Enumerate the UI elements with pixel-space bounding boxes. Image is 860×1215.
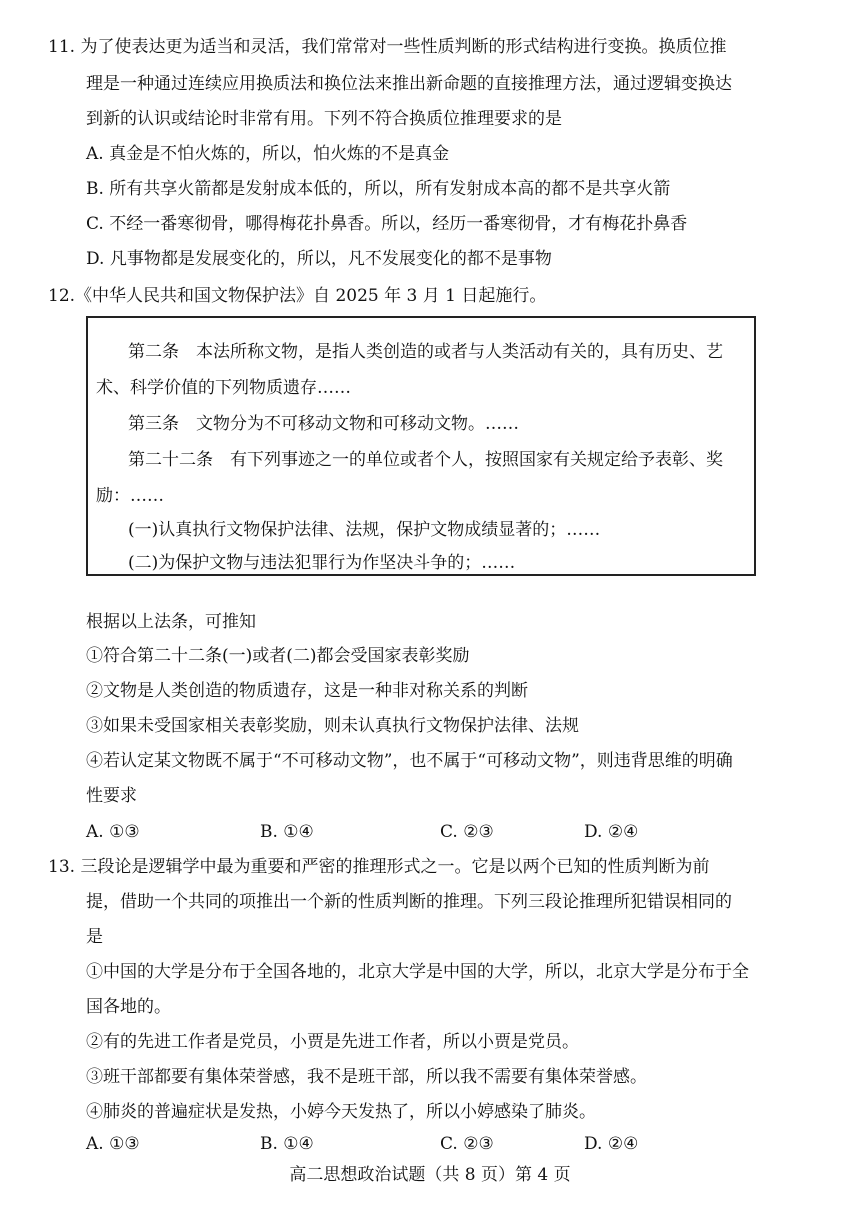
law-line-3: 第三条 文物分为不可移动文物和可移动文物。…… [128,414,519,434]
law-line-4: 第二十二条 有下列事迹之一的单位或者个人，按照国家有关规定给予表彰、奖 [128,450,723,470]
q13-item-3: ③班干部都要有集体荣誉感，我不是班干部，所以我不需要有集体荣誉感。 [86,1067,647,1087]
q12-item-1: ①符合第二十二条(一)或者(二)都会受国家表彰奖励 [86,646,470,666]
q12-choice-a: A. ①③ [86,822,140,842]
q12-choice-c: C. ②③ [440,822,494,842]
q12-choice-d: D. ②④ [584,822,639,842]
q12-item-2: ②文物是人类创造的物质遗存，这是一种非对称关系的判断 [86,681,528,701]
q11-option-c: C. 不经一番寒彻骨，哪得梅花扑鼻香。所以，经历一番寒彻骨，才有梅花扑鼻香 [86,214,688,234]
q11-option-d: D. 凡事物都是发展变化的，所以，凡不发展变化的都不是事物 [86,249,552,269]
q11-option-a: A. 真金是不怕火炼的，所以，怕火炼的不是真金 [86,144,450,164]
q12-item-4-cont: 性要求 [86,786,137,806]
q12-choices [86,820,786,844]
law-line-6: (一)认真执行文物保护法律、法规，保护文物成绩显著的；…… [128,520,601,540]
law-line-1: 第二条 本法所称文物，是指人类创造的或者与人类活动有关的，具有历史、艺 [128,342,723,362]
q12-lead: 根据以上法条，可推知 [86,612,256,632]
q13-stem-line2: 提，借助一个共同的项推出一个新的性质判断的推理。下列三段论推理所犯错误相同的 [86,892,732,912]
law-line-7: (二)为保护文物与违法犯罪行为作坚决斗争的；…… [128,553,516,573]
q13-choices [86,1132,786,1156]
q13-stem-line3: 是 [86,927,103,947]
law-line-5: 励：…… [96,486,164,506]
q13-item-4: ④肺炎的普遍症状是发热，小婷今天发热了，所以小婷感染了肺炎。 [86,1102,596,1122]
page-footer: 高二思想政治试题（共 8 页）第 4 页 [289,1165,571,1185]
q13-item-1-cont: 国各地的。 [86,997,171,1017]
law-line-2: 术、科学价值的下列物质遗存…… [96,378,351,398]
q13-item-2: ②有的先进工作者是党员，小贾是先进工作者，所以小贾是党员。 [86,1032,579,1052]
q11-stem-line3: 到新的认识或结论时非常有用。下列不符合换质位推理要求的是 [86,109,562,129]
q12-item-3: ③如果未受国家相关表彰奖励，则未认真执行文物保护法律、法规 [86,716,579,736]
q12-item-4: ④若认定某文物既不属于“不可移动文物”，也不属于“可移动文物”，则违背思维的明确 [86,751,733,771]
q11-option-b: B. 所有共享火箭都是发射成本低的，所以，所有发射成本高的都不是共享火箭 [86,179,671,199]
q12-choice-b: B. ①④ [260,822,314,842]
q13-stem-line1: 13. 三段论是逻辑学中最为重要和严密的推理形式之一。它是以两个已知的性质判断为前 [48,857,710,877]
q13-choice-d: D. ②④ [584,1134,639,1154]
q13-choice-b: B. ①④ [260,1134,314,1154]
q13-choice-c: C. ②③ [440,1134,494,1154]
q13-choice-a: A. ①③ [86,1134,140,1154]
q12-stem: 12.《中华人民共和国文物保护法》自 2025 年 3 月 1 日起施行。 [48,286,547,306]
q11-stem-line1: 11. 为了使表达更为适当和灵活，我们常常对一些性质判断的形式结构进行变换。换质位推 [48,37,727,57]
q13-item-1: ①中国的大学是分布于全国各地的，北京大学是中国的大学，所以，北京大学是分布于全 [86,962,749,982]
q11-stem-line2: 理是一种通过连续应用换质法和换位法来推出新命题的直接推理方法，通过逻辑变换达 [86,74,732,94]
